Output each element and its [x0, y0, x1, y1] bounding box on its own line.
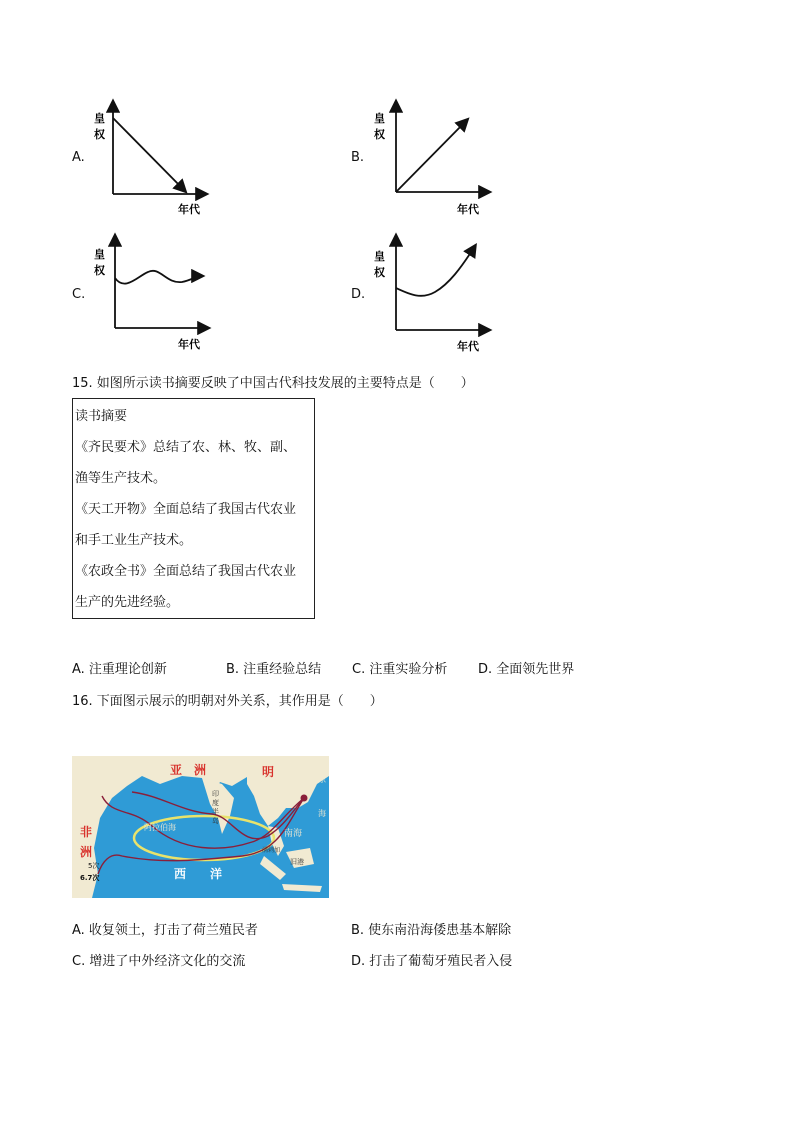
graph-b-increasing [369, 98, 499, 223]
option-c-label: C. [72, 287, 86, 302]
east-label: 东 [318, 775, 326, 784]
times-label: 5次 [88, 862, 100, 870]
option-b-label: B. [351, 150, 365, 165]
trend-line-fluctuating [115, 271, 202, 284]
india-label: 印 [212, 790, 219, 798]
zheng-he-voyage-map [72, 756, 329, 898]
q16-option-b[interactable]: B. 使东南沿海倭患基本解除 [351, 923, 512, 938]
q15-option-d[interactable]: D. 全面领先世界 [478, 662, 575, 677]
y-label-2: 权 [94, 264, 105, 277]
africa-label-1: 非 [80, 825, 93, 839]
x-label: 年代 [178, 203, 200, 216]
x-label: 年代 [457, 340, 479, 353]
y-label-1: 皇 [94, 248, 105, 261]
graph-a-decreasing [90, 98, 220, 223]
x-label: 年代 [457, 203, 479, 216]
trend-line-increasing [396, 120, 467, 192]
option-d-label: D. [351, 287, 366, 302]
q16-option-d[interactable]: D. 打击了葡萄牙殖民者入侵 [351, 954, 513, 969]
africa-label-2: 洲 [80, 845, 93, 859]
option-a-label: A. [72, 150, 85, 165]
nanjing-marker [301, 795, 308, 802]
box-line: 《齐民要术》总结了农、林、牧、副、 [75, 440, 297, 455]
q16-option-a[interactable]: A. 收复领土，打击了荷兰殖民者 [72, 923, 258, 938]
south-sea-label: 南海 [284, 829, 303, 839]
q15-option-c[interactable]: C. 注重实验分析 [352, 662, 448, 677]
hai-label: 海 [318, 809, 326, 818]
india-label: 岛 [212, 817, 219, 825]
q16-option-c[interactable]: C. 增进了中外经济文化的交流 [72, 954, 246, 969]
box-line: 《农政全书》全面总结了我国古代农业 [75, 564, 297, 579]
y-label-2: 权 [374, 128, 385, 141]
box-line: 渔等生产技术。 [75, 471, 167, 486]
q15-stem: 15. 如图所示读书摘要反映了中国古代科技发展的主要特点是（ ） [72, 376, 474, 391]
x-label: 年代 [178, 338, 200, 351]
y-label-1: 皇 [94, 112, 105, 125]
graph-d-dip-then-rise [369, 232, 499, 357]
ocean-label: 西 洋 [174, 867, 223, 881]
reading-notes-box [72, 398, 315, 619]
y-label-2: 权 [374, 266, 385, 279]
box-line: 生产的先进经验。 [75, 595, 180, 610]
box-title: 读书摘要 [75, 409, 128, 424]
q15-option-a[interactable]: A. 注重理论创新 [72, 662, 167, 677]
y-label-1: 皇 [374, 250, 385, 263]
graph-c-fluctuating [90, 232, 220, 357]
y-label-2: 权 [94, 128, 105, 141]
fleet-label: 6.7次 [80, 874, 100, 882]
q15-option-b[interactable]: B. 注重经验总结 [226, 662, 322, 677]
india-label: 半 [212, 808, 219, 816]
asia-label: 亚 洲 [170, 763, 207, 777]
jiugang-label: 旧港 [290, 858, 304, 866]
ming-label: 明 [262, 765, 275, 779]
y-label-1: 皇 [374, 112, 385, 125]
india-label: 度 [212, 799, 219, 807]
malacca-label: 满剌加 [262, 847, 281, 854]
q16-stem: 16. 下面图示展示的明朝对外关系，其作用是（ ） [72, 694, 383, 709]
trend-line-decreasing [113, 118, 185, 191]
box-line: 《天工开物》全面总结了我国古代农业 [75, 502, 297, 517]
arabian-sea-label: 阿拉伯海 [144, 823, 176, 832]
trend-line-dip-rise [396, 246, 475, 296]
box-line: 和手工业生产技术。 [75, 533, 193, 548]
